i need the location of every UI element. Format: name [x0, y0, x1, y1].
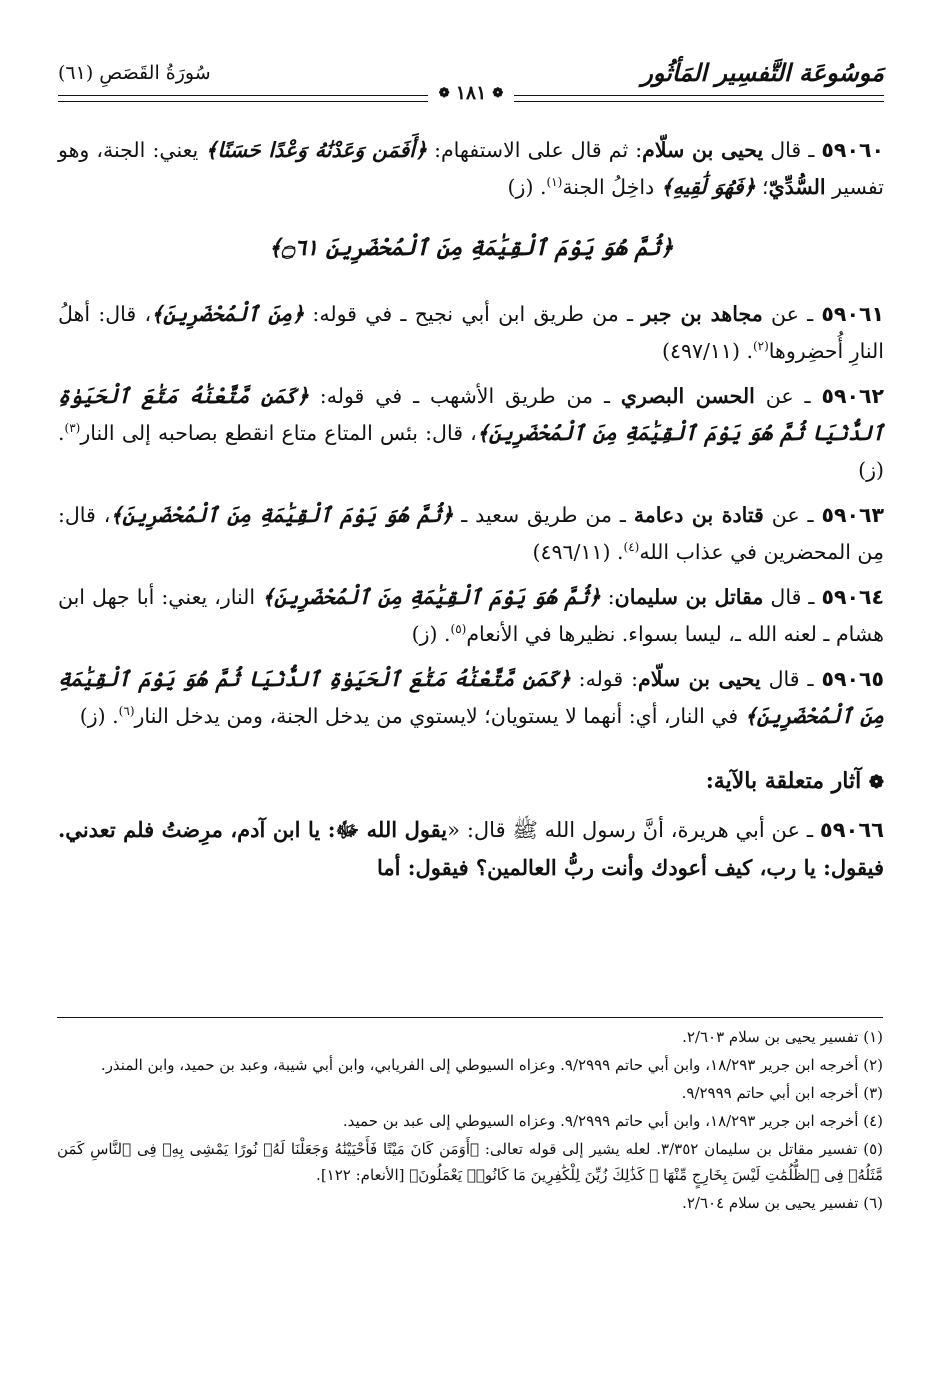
narrator-name: قتادة بن دعامة — [633, 503, 764, 527]
quran-quote: ﴿ثُمَّ هُوَ يَوْمَ ٱلْقِيَٰمَةِ مِنَ ٱلْمُحْضَرِينَ﴾ — [262, 585, 601, 609]
entry-59066 — [58, 811, 884, 887]
entry-text: ـ قال — [763, 585, 822, 609]
entry-text: ؛ — [755, 175, 769, 199]
ornament-icon: ❁ — [492, 85, 504, 101]
footnote: (١) تفسير يحيى بن سلام ٢/٦٠٣. — [682, 1028, 883, 1046]
header-rule-left — [58, 95, 428, 102]
entry-number: ٥٩٠٦١ — [821, 302, 884, 326]
entry-text: في النار، أي: أنهما لا يستويان؛ لايستوي من يدخل الجنة، ومن يدخل النار — [134, 704, 745, 728]
entry-source: . (ز) — [58, 421, 884, 482]
entry-source: . (٤٩٧/١١) — [661, 339, 753, 363]
entry-number: ٥٩٠٦٥ — [821, 667, 884, 691]
entry-number: ٥٩٠٦٠ — [821, 138, 884, 162]
entry-number: ٥٩٠٦٦ — [819, 818, 884, 842]
narrator-name: يحيى بن سلّام — [638, 667, 761, 691]
entry-number: ٥٩٠٦٢ — [821, 384, 884, 408]
narrator-name: السُّدِّيّ — [768, 175, 826, 199]
entry-59063 — [58, 497, 884, 571]
footnote-ref[interactable]: (٦) — [118, 704, 135, 719]
entry-text: ، قال: مِن المحضرين في عذاب الله — [58, 503, 884, 564]
footnote: (٥) تفسير مقاتل بن سليمان ٣/٣٥٢. لعله يشير إلى قوله تعالى: ﴿أَوَمَن كَانَ مَيْتًا فَأَحْيَيْنَٰهُ وَجَعَلْنَا لَهُۥ نُورًا يَمْشِى بِهِۦ فِى ٱلنَّاسِ كَمَن مَّثَلُهُۥ فِى ٱلظُّلُمَٰتِ لَيْسَ بِخَارِجٍ مِّنْهَا ۚ كَذَٰلِكَ زُيِّنَ لِلْكَٰفِرِينَ مَا كَانُوا۟ يَعْمَلُونَ﴾ [الأنعام: ١٢٢]. — [57, 1140, 884, 1184]
entry-text: : قوله: — [570, 667, 639, 691]
page-number: ١٨١ — [455, 82, 487, 104]
entry-text: يعني: الجنة، وهو تفسير — [58, 138, 884, 199]
entry-text: ـ عن — [754, 384, 822, 408]
quran-quote: ﴿أَفَمَن وَعَدْنَٰهُ وَعْدًا حَسَنًا﴾ — [205, 138, 427, 162]
entry-text: : — [600, 585, 615, 609]
footnote-ref[interactable]: (٣) — [64, 421, 81, 436]
section-heading — [58, 761, 884, 803]
entry-source: . (٤٩٦/١١) — [532, 540, 624, 564]
entry-text: : ثم قال على الاستفهام: — [426, 138, 643, 162]
narrator-name: الحسن البصري — [620, 384, 755, 408]
footnote-ref[interactable]: (٤) — [623, 540, 640, 555]
page-header — [58, 52, 884, 114]
entry-59062 — [58, 378, 884, 489]
footnote: (٤) أخرجه ابن جرير ١٨/٢٩٣، وابن أبي حاتم ٩/٢٩٩٩. وعزاه السيوطي إلى عبد بن حميد. — [342, 1112, 883, 1130]
footnote: (٢) أخرجه ابن جرير ١٨/٢٩٣، وابن أبي حاتم ٩/٢٩٩٩. وعزاه السيوطي إلى الفريابي، وابن أبي شيبة، وعبد بن حميد، وابن المنذر. — [100, 1056, 883, 1074]
entry-source: . (ز) — [411, 622, 451, 646]
book-title: مَوسُوعَة التَّفسِير المَأثُور — [641, 58, 884, 87]
section-title: آثار متعلقة بالآية: — [705, 768, 862, 794]
entry-number: ٥٩٠٦٣ — [821, 503, 885, 527]
entry-number: ٥٩٠٦٤ — [821, 585, 884, 609]
entry-text: ـ عن أبي هريرة، أنَّ رسول الله ﷺ قال: « — [447, 818, 820, 842]
entry-text: داخِلُ الجنة — [562, 175, 661, 199]
ornament-icon: ❁ — [438, 85, 450, 101]
ayah-heading: ﴿ثُمَّ هُوَ يَوْمَ ٱلْقِيَٰمَةِ مِنَ ٱلْمُحْضَرِينَ ۝٦١﴾ — [268, 235, 674, 261]
page-number-block — [431, 82, 511, 104]
entry-text: ـ قال — [760, 667, 822, 691]
quran-quote: ﴿كَمَن مَّتَّعْنَٰهُ مَتَٰعَ ٱلْحَيَوٰةِ ٱلدُّنْيَا ثُمَّ هُوَ يَوْمَ ٱلْقِيَٰمَةِ مِنَ ٱلْمُحْضَرِينَ﴾ — [58, 384, 884, 445]
footnote-ref[interactable]: (١) — [546, 175, 563, 190]
entry-text: ـ من طريق ابن أبي نجيح ـ في قوله: — [304, 302, 642, 326]
footnote-ref[interactable]: (٢) — [752, 339, 769, 354]
narrator-name: مجاهد بن جبر — [641, 302, 763, 326]
entry-59065 — [58, 661, 884, 735]
sura-title: سُورَةُ القَصَصِ (٦١) — [58, 62, 211, 84]
hadith-text: يقول الله ﷻ: يا ابن آدم، مرِضتُ فلم تعدني. فيقول: يا رب، كيف أعودك وأنت ربُّ العالمين؟ فيقول: أما — [58, 817, 884, 880]
entry-text: ، قال: بئس المتاع متاع انقطع بصاحبه إلى النار — [80, 421, 477, 445]
entry-text: ، قال: أهلُ النارِ أُحضِروها — [58, 302, 884, 363]
footnote-divider — [57, 1017, 883, 1018]
entry-text: ـ من طريق سعيد ـ — [453, 503, 634, 527]
flower-ornament-icon: ❁ — [868, 772, 884, 793]
entry-59064 — [58, 579, 884, 653]
footnotes — [57, 1024, 883, 1218]
footnote-ref[interactable]: (٥) — [450, 622, 467, 637]
footnote: (٦) تفسير يحيى بن سلام ٢/٦٠٤. — [682, 1194, 883, 1212]
narrator-name: مقاتل بن سليمان — [614, 585, 764, 609]
entry-text: النار، يعني: أبا جهل ابن هشام ـ لعنه الله ـ، ليسا بسواء. نظيرها في الأنعام — [58, 585, 884, 646]
entry-text: ـ عن — [762, 302, 822, 326]
quran-quote: ﴿كَمَن مَّتَّعْنَٰهُ مَتَٰعَ ٱلْحَيَوٰةِ ٱلدُّنْيَا ثُمَّ هُوَ يَوْمَ ٱلْقِيَٰمَةِ مِنَ ٱلْمُحْضَرِينَ﴾ — [58, 667, 884, 728]
quran-quote: ﴿فَهُوَ لَٰقِيهِ﴾ — [660, 175, 756, 199]
entry-text: ـ من طريق الأشهب ـ في قوله: — [308, 384, 621, 408]
entry-text: ـ عن — [763, 503, 822, 527]
entry-source: . (ز) — [79, 704, 119, 728]
page-body — [58, 132, 884, 887]
entry-source: . (ز) — [507, 175, 547, 199]
footnote: (٣) أخرجه ابن أبي حاتم ٩/٢٩٩٩. — [681, 1084, 883, 1102]
quran-quote: ﴿مِنَ ٱلْمُحْضَرِينَ﴾ — [151, 302, 305, 326]
entry-59061 — [58, 296, 884, 370]
quran-quote: ﴿ثُمَّ هُوَ يَوْمَ ٱلْقِيَٰمَةِ مِنَ ٱلْمُحْضَرِينَ﴾ — [110, 503, 454, 527]
narrator-name: يحيى بن سلّام — [642, 138, 764, 162]
entry-59060 — [58, 132, 884, 206]
entry-text: ـ قال — [763, 138, 822, 162]
header-rule-right — [514, 95, 884, 102]
